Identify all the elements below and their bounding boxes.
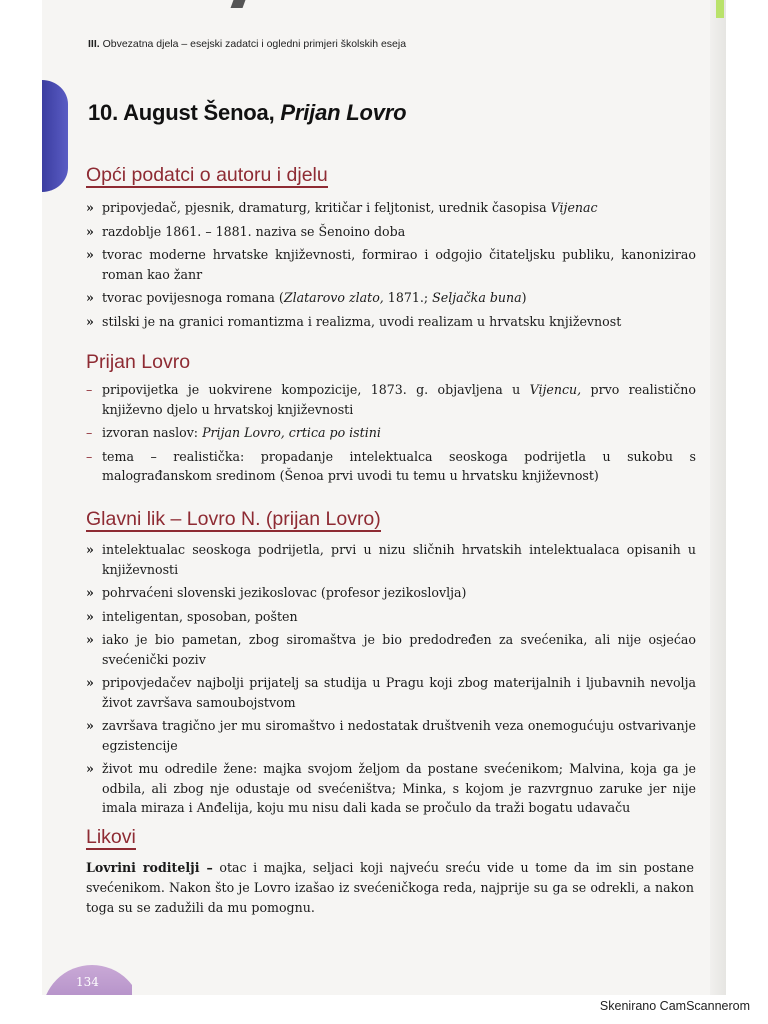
paragraph-text: otac i majka, seljaci koji najveću sreću vide u tome da im sin postane svećenikom. Nakon što je Lovro izašao iz svećeničkoga reda, najprije su ga se odrekli, a nakon toga su se zadužili da mu pomognu.	[86, 860, 695, 915]
scanner-watermark: Skenirano CamScannerom	[599, 999, 750, 1013]
running-head-part: III.	[88, 38, 100, 50]
list-item	[86, 312, 696, 332]
list-item-text: pripovijetka je uokvirene kompozicije, 1873. g. objavljena u	[102, 382, 530, 397]
list-item	[86, 716, 696, 755]
list-item-italic: Seljačka buna	[432, 290, 522, 305]
list-item-text: prvo realistično književno djelo u hrvatskoj književnosti	[102, 382, 696, 417]
bullet-marker: »	[86, 313, 94, 329]
dash-marker: –	[86, 425, 93, 440]
list-item	[86, 222, 696, 242]
chapter-work-title: Prijan Lovro	[280, 100, 407, 125]
list-item-text: završava tragično jer mu siromaštvo i nedostatak društvenih veza onemogućuju ostvarivanje egzistencije	[102, 718, 696, 753]
list-item	[86, 245, 696, 284]
chapter-author: August Šenoa,	[117, 100, 281, 125]
bullet-marker: »	[86, 247, 94, 262]
running-head	[88, 38, 406, 50]
list-item	[86, 607, 696, 627]
list-item	[86, 423, 696, 443]
section-heading-general: Opći podatci o autoru i djelu	[86, 164, 328, 186]
list-item	[86, 673, 696, 712]
bullet-marker: »	[86, 632, 94, 647]
list-item-text: pripovjedačev najbolji prijatelj sa studija u Pragu koji zbog materijalnih i ljubavnih nevolja život završava samoubojstvom	[102, 675, 696, 710]
list-item-text: iako je bio pametan, zbog siromaštva je bio predodređen za svećenika, ali nije osjećao svećenički poziv	[102, 632, 696, 667]
list-item-text: 1871.;	[383, 290, 433, 305]
bullet-marker: »	[86, 542, 94, 557]
section-heading-work: Prijan Lovro	[86, 351, 191, 373]
section-heading-characters: Likovi	[86, 826, 136, 848]
list-item	[86, 380, 696, 419]
bullet-marker: »	[86, 290, 94, 305]
list-item	[86, 630, 696, 669]
bullet-marker: »	[86, 718, 94, 733]
section-heading-main-character: Glavni lik – Lovro N. (prijan Lovro)	[86, 508, 381, 530]
main-character-list	[86, 540, 696, 822]
bullet-marker: »	[86, 608, 94, 624]
page-edge-shadow	[710, 0, 726, 995]
list-item-text: )	[521, 290, 527, 305]
book-page	[42, 0, 726, 995]
list-item	[86, 198, 696, 218]
list-item	[86, 540, 696, 579]
bullet-marker: »	[86, 223, 94, 239]
list-item-italic: Zlatarovo zlato,	[283, 290, 384, 305]
chapter-title	[88, 100, 406, 126]
general-info-list	[86, 198, 696, 335]
list-item-text: razdoblje 1861. – 1881. naziva se Šenoino doba	[102, 223, 406, 239]
list-item-italic: Vijencu,	[529, 382, 582, 397]
characters-paragraph	[86, 858, 694, 918]
bullet-marker: »	[86, 200, 94, 215]
list-item-text: inteligentan, sposoban, pošten	[102, 608, 298, 624]
list-item-text: život mu odredile žene: majka svojom željom da postane svećenikom; Malvina, koja ga je odbila, ali zbog nje odustaje od svećeništva; Minka, s kojom je razvrgnuo zaruke jer nije imala miraza i Anđelija, koju mu nisu dali kada se pročulo da traži bogatu udavaču	[102, 761, 696, 815]
dash-marker: –	[86, 448, 93, 464]
page-number: 134	[76, 975, 99, 989]
dash-marker: –	[86, 382, 93, 397]
list-item-text: pripovjedač, pjesnik, dramaturg, kritičar i feljtonist, urednik časopisa	[102, 200, 551, 215]
page-number-tab	[42, 965, 132, 995]
chapter-number: 10.	[88, 100, 118, 125]
paragraph-lead: Lovrini roditelji –	[86, 860, 213, 875]
list-item-text: tvorac povijesnoga romana (	[102, 290, 284, 305]
list-item-text: intelektualac seoskoga podrijetla, prvi u nizu sličnih hrvatskih intelektualaca opisanih u književnosti	[102, 542, 696, 577]
list-item	[86, 583, 696, 603]
bullet-marker: »	[86, 761, 94, 776]
list-item-text: izvoran naslov:	[102, 425, 203, 440]
list-item-text: tema – realistička: propadanje intelektualca seoskoga podrijetla u sukobu s malograđanskom sredinom (Šenoa prvi uvodi tu temu u hrvatsku književnost)	[102, 448, 696, 483]
scan-edge-mark	[716, 0, 724, 18]
bullet-marker: »	[86, 585, 94, 600]
list-item	[86, 759, 696, 818]
chapter-side-tab	[42, 80, 68, 192]
work-info-list	[86, 380, 696, 490]
list-item	[86, 447, 696, 486]
list-item-text: stilski je na granici romantizma i realizma, uvodi realizam u hrvatsku književnost	[102, 313, 622, 329]
list-item-text: tvorac moderne hrvatske književnosti, formirao i odgojio čitateljsku publiku, kanonizirao roman kao žanr	[102, 247, 696, 282]
list-item-italic: Prijan Lovro, crtica po istini	[202, 425, 381, 440]
list-item	[86, 288, 696, 308]
list-item-italic: Vijenac	[550, 200, 598, 215]
bullet-marker: »	[86, 675, 94, 690]
list-item-text: pohrvaćeni slovenski jezikoslovac (profesor jezikoslovlja)	[102, 585, 467, 600]
running-head-text: Obvezatna djela – esejski zadatci i ogledni primjeri školskih eseja	[99, 38, 407, 50]
